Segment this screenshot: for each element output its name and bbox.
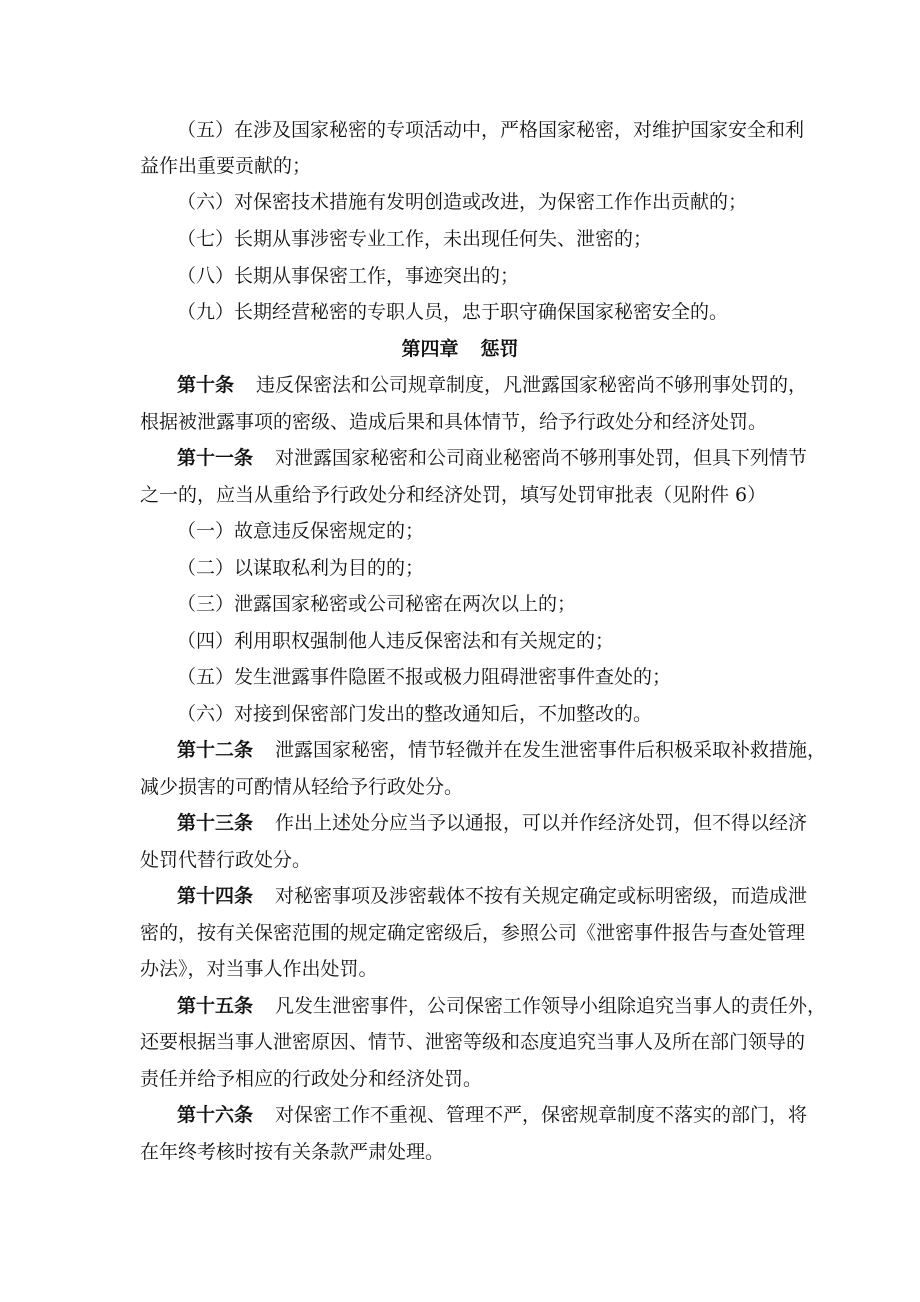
article-15-text-1: 凡发生泄密事件，公司保密工作领导小组除追究当事人的责任外， [275, 995, 827, 1017]
article-11-text-1: 对泄露国家秘密和公司商业秘密尚不够刑事处罚，但具下列情节 [275, 447, 808, 469]
article-13-head: 第十三条 [177, 812, 254, 834]
chapter-title: 惩罚 [480, 338, 519, 360]
article-16-line-1 [177, 1097, 807, 1133]
item-wu-line-1: （五）在涉及国家秘密的专项活动中，严格国家秘密，对维护国家安全和利 [177, 119, 805, 141]
article-14-line-2: 密的，按有关保密范围的规定确定密级后，参照公司《泄密事件报告与查处管理 [140, 922, 806, 944]
item-wu-line-2: 益作出重要贡献的； [140, 155, 312, 177]
article-14-head: 第十四条 [177, 885, 254, 907]
article-13-text-1: 作出上述处分应当予以通报，可以并作经济处罚，但不得以经济 [275, 812, 808, 834]
article-11-item-3: （三）泄露国家秘密或公司秘密在两次以上的； [177, 593, 577, 615]
item-ba: （八）长期从事保密工作，事迹突出的； [177, 265, 520, 287]
article-12-text-1: 泄露国家秘密，情节轻微并在发生泄密事件后积极采取补救措施， [275, 739, 827, 761]
item-liu: （六）对保密技术措施有发明创造或改进，为保密工作作出贡献的； [177, 191, 748, 213]
article-15-line-1 [177, 988, 826, 1024]
article-13-line-1 [177, 805, 807, 841]
article-10-head: 第十条 [177, 374, 235, 396]
article-16-head: 第十六条 [177, 1104, 254, 1126]
article-14-line-3: 办法》，对当事人作出处罚。 [140, 958, 378, 980]
item-qi: （七）长期从事涉密专业工作，未出现任何失、泄密的； [177, 228, 653, 250]
article-11-item-5: （五）发生泄露事件隐匿不报或极力阻碍泄密事件查处的； [177, 666, 672, 688]
article-11-item-4: （四）利用职权强制他人违反保密法和有关规定的； [177, 630, 615, 652]
article-11-line-1 [177, 440, 807, 476]
article-12-line-1 [177, 732, 826, 768]
article-10-line-2: 根据被泄露事项的密级、造成后果和具体情节，给予行政处分和经济处罚。 [140, 411, 768, 433]
article-16-text-1: 对保密工作不重视、管理不严，保密规章制度不落实的部门，将 [275, 1104, 808, 1126]
article-15-head: 第十五条 [177, 995, 254, 1017]
article-16-line-2: 在年终考核时按有关条款严肃处理。 [140, 1141, 445, 1163]
article-13-line-2: 处罚代替行政处分。 [140, 849, 312, 871]
article-14-text-1: 对秘密事项及涉密载体不按有关规定确定或标明密级，而造成泄 [275, 885, 808, 907]
article-12-head: 第十二条 [177, 739, 254, 761]
article-11-item-2: （二）以谋取私利为目的的； [177, 557, 425, 579]
article-11-item-1: （一）故意违反保密规定的； [177, 520, 425, 542]
article-10-line-1 [177, 367, 807, 403]
item-jiu: （九）长期经营秘密的专职人员，忠于职守确保国家秘密安全的。 [177, 301, 729, 323]
article-14-line-1 [177, 878, 807, 914]
article-10-text-1: 违反保密法和公司规章制度，凡泄露国家秘密尚不够刑事处罚的， [256, 374, 808, 396]
chapter-number: 第四章 [401, 338, 459, 360]
chapter-heading [0, 331, 920, 367]
article-11-item-6: （六）对接到保密部门发出的整改通知后，不加整改的。 [177, 703, 653, 725]
article-15-line-2: 还要根据当事人泄密原因、情节、泄密等级和态度追究当事人及所在部门领导的 [140, 1031, 806, 1053]
article-15-line-3: 责任并给予相应的行政处分和经济处罚。 [140, 1068, 483, 1090]
article-11-head: 第十一条 [177, 447, 254, 469]
article-11-line-2: 之一的，应当从重给予行政处分和经济处罚，填写处罚审批表（见附件 6） [140, 484, 767, 506]
article-12-line-2: 减少损害的可酌情从轻给予行政处分。 [140, 776, 464, 798]
